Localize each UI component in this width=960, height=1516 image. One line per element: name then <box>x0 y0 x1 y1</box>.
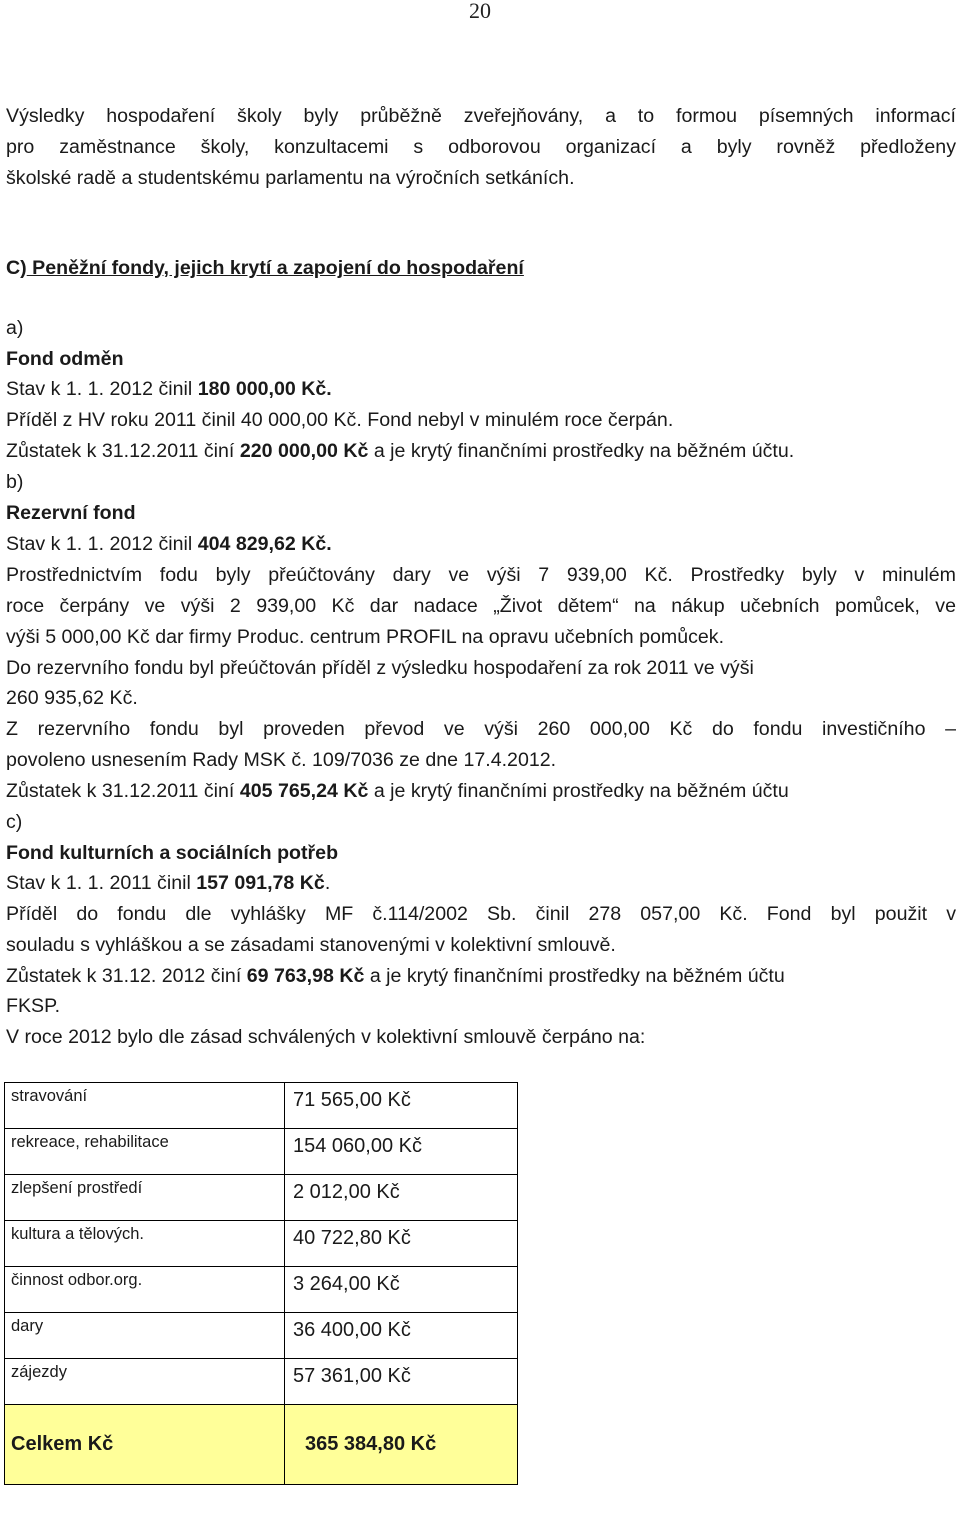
table-row <box>5 1359 518 1405</box>
fund-c-line-3: FKSP. <box>6 995 61 1017</box>
fund-a-letter: a) <box>6 317 24 339</box>
fund-c-zustatek-text: Zůstatek k 31.12. 2012 činí <box>6 965 247 987</box>
fund-b-line-7: povoleno usnesením Rady MSK č. 109/7036 ze dne 17.4.2012. <box>6 749 557 771</box>
fund-a-stav <box>6 377 332 401</box>
fund-b-line-4: Do rezervního fondu byl přeúčtován příděl z výsledku hospodaření za rok 2011 ve výši <box>6 657 754 679</box>
section-title: Peněžní fondy, jejich krytí a zapojení do hospodaření <box>26 257 524 279</box>
table-row <box>5 1221 518 1267</box>
fund-a-stav-amount: 180 000,00 Kč. <box>197 378 332 400</box>
fund-a-zustatek <box>6 439 794 463</box>
row-amount: 3 264,00 Kč <box>285 1267 518 1313</box>
row-amount: 40 722,80 Kč <box>285 1221 518 1267</box>
fund-b-line-1: Prostřednictvím fodu byly přeúčtovány dary ve výši 7 939,00 Kč. Prostředky byly v minulém <box>6 564 956 586</box>
expenditure-table <box>4 1082 518 1485</box>
table-row <box>5 1313 518 1359</box>
row-label: zlepšení prostředí <box>5 1175 285 1221</box>
fund-b-line-2: roce čerpány ve výši 2 939,00 Kč dar nadace „Život dětem“ na nákup učebních pomůcek, ve <box>6 595 956 617</box>
intro-line-2: pro zaměstnance školy, konzultacemi s odborovou organizací a byly rovněž předloženy <box>6 136 956 158</box>
fund-a-stav-text: Stav k 1. 1. 2012 činil <box>6 378 198 400</box>
fund-c-line-1: Příděl do fondu dle vyhlášky MF č.114/2002 Sb. činil 278 057,00 Kč. Fond byl použit v <box>6 903 956 925</box>
fund-c-stav <box>6 871 330 895</box>
row-label: zájezdy <box>5 1359 285 1405</box>
row-amount: 71 565,00 Kč <box>285 1083 518 1129</box>
fund-c-stav-dot: . <box>324 872 331 894</box>
table-row <box>5 1129 518 1175</box>
fund-a-name: Fond odměn <box>6 348 124 370</box>
fund-b-name: Rezervní fond <box>6 502 136 524</box>
row-amount: 2 012,00 Kč <box>285 1175 518 1221</box>
fund-c-line-4: V roce 2012 bylo dle zásad schválených v kolektivní smlouvě čerpáno na: <box>6 1026 646 1048</box>
intro-line-1: Výsledky hospodaření školy byly průběžně zveřejňovány, a to formou písemných informací <box>6 105 956 127</box>
total-amount: 365 384,80 Kč <box>285 1405 518 1485</box>
fund-a-zustatek-text: Zůstatek k 31.12.2011 činí <box>6 440 240 462</box>
fund-a-pridel: Příděl z HV roku 2011 činil 40 000,00 Kč. Fond nebyl v minulém roce čerpán. <box>6 409 674 431</box>
fund-b-zustatek <box>6 779 789 803</box>
fund-b-zustatek-tail: a je krytý finančními prostředky na běžném účtu <box>368 780 789 802</box>
table-row <box>5 1175 518 1221</box>
fund-b-zustatek-amount: 405 765,24 Kč <box>239 780 369 802</box>
row-label: dary <box>5 1313 285 1359</box>
row-label: rekreace, rehabilitace <box>5 1129 285 1175</box>
row-amount: 154 060,00 Kč <box>285 1129 518 1175</box>
total-row <box>5 1405 518 1485</box>
fund-c-stav-amount: 157 091,78 Kč <box>196 872 325 894</box>
fund-c-stav-text: Stav k 1. 1. 2011 činil <box>6 872 197 894</box>
section-prefix: C) <box>6 257 27 279</box>
row-label: stravování <box>5 1083 285 1129</box>
fund-c-letter: c) <box>6 811 23 833</box>
fund-b-stav-text: Stav k 1. 1. 2012 činil <box>6 533 198 555</box>
fund-b-stav-amount: 404 829,62 Kč. <box>197 533 332 555</box>
row-label: kultura a tělových. <box>5 1221 285 1267</box>
fund-b-stav <box>6 532 332 556</box>
section-heading <box>6 256 524 280</box>
fund-b-letter: b) <box>6 471 24 493</box>
page-number: 20 <box>469 0 491 23</box>
row-label: činnost odbor.org. <box>5 1267 285 1313</box>
fund-c-zustatek-amount: 69 763,98 Kč <box>246 965 365 987</box>
intro-line-3: školské radě a studentskému parlamentu na výročních setkáních. <box>6 167 575 189</box>
fund-c-zustatek <box>6 964 785 988</box>
fund-b-zustatek-text: Zůstatek k 31.12.2011 činí <box>6 780 240 802</box>
table-row <box>5 1267 518 1313</box>
fund-b-line-6: Z rezervního fondu byl proveden převod ve výši 260 000,00 Kč do fondu investičního – <box>6 718 956 740</box>
row-amount: 57 361,00 Kč <box>285 1359 518 1405</box>
fund-a-zustatek-tail: a je krytý finančními prostředky na běžném účtu. <box>368 440 795 462</box>
fund-c-line-2: souladu s vyhláškou a se zásadami stanovenými v kolektivní smlouvě. <box>6 934 616 956</box>
fund-b-line-3: výši 5 000,00 Kč dar firmy Produc. centrum PROFIL na opravu učebních pomůcek. <box>6 626 725 648</box>
total-label: Celkem Kč <box>5 1405 285 1485</box>
fund-a-zustatek-amount: 220 000,00 Kč <box>239 440 369 462</box>
fund-b-line-5: 260 935,62 Kč. <box>6 687 138 709</box>
row-amount: 36 400,00 Kč <box>285 1313 518 1359</box>
table-row <box>5 1083 518 1129</box>
fund-c-zustatek-tail: a je krytý finančními prostředky na běžném účtu <box>364 965 785 987</box>
fund-c-name: Fond kulturních a sociálních potřeb <box>6 842 339 864</box>
